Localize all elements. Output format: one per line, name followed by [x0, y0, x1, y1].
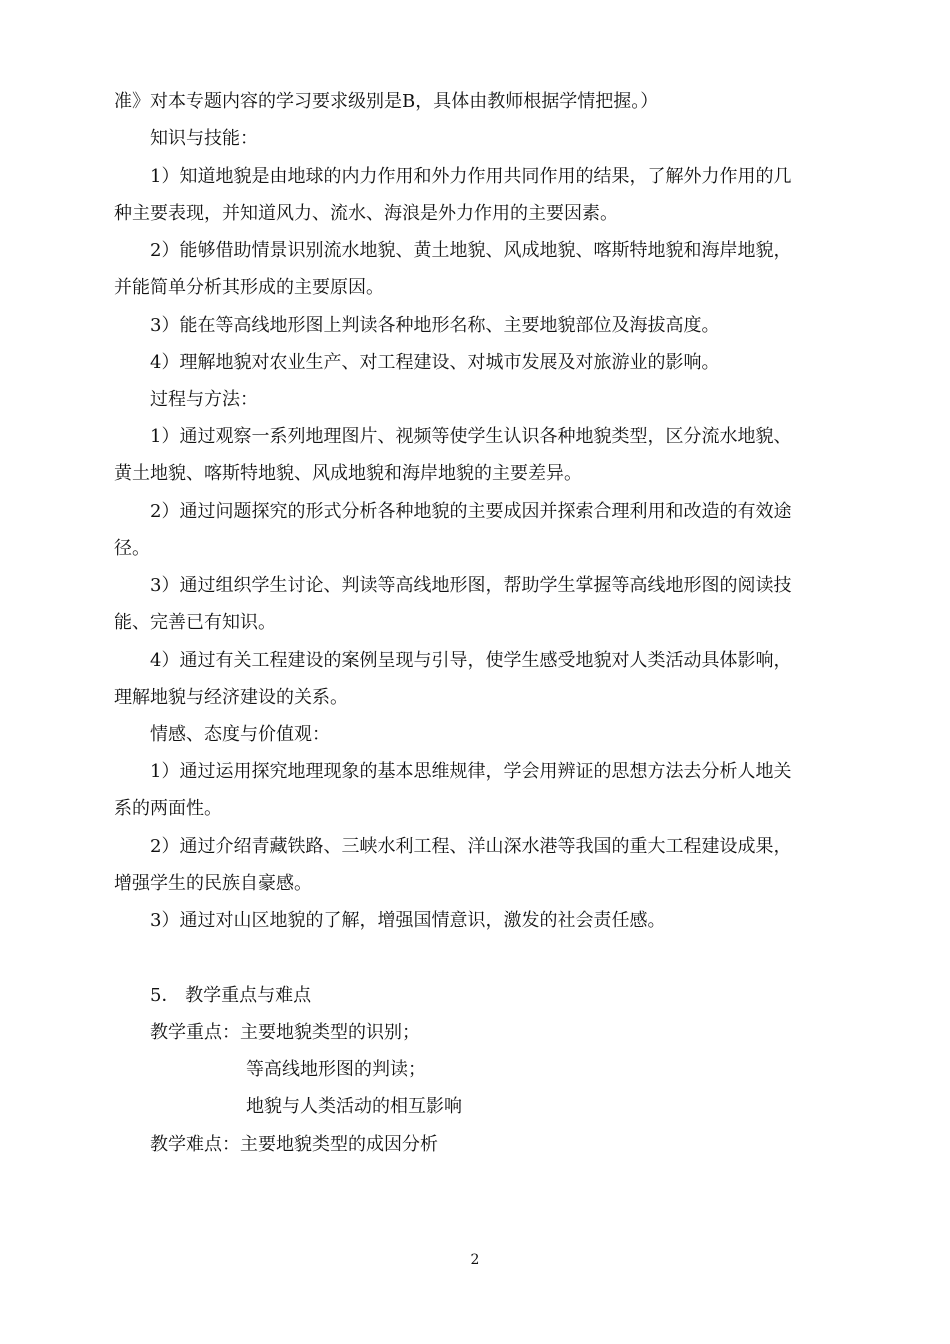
section-heading-knowledge-skills: 知识与技能： [150, 128, 258, 149]
text-line: 地貌与人类活动的相互影响 [246, 1096, 462, 1117]
text-line: 增强学生的民族自豪感。 [114, 873, 312, 894]
text-line: 3）通过对山区地貌的了解，增强国情意识，激发的社会责任感。 [150, 910, 666, 931]
text-line: 2）通过介绍青藏铁路、三峡水利工程、洋山深水港等我国的重大工程建设成果， [150, 836, 792, 857]
page-number: 2 [470, 1252, 480, 1268]
text-line: 系的两面性。 [114, 798, 222, 819]
text-line: 种主要表现，并知道风力、流水、海浪是外力作用的主要因素。 [114, 203, 618, 224]
text-line: 准》对本专题内容的学习要求级别是B，具体由教师根据学情把握。） [114, 91, 659, 112]
text-line: 2）通过问题探究的形式分析各种地貌的主要成因并探索合理利用和改造的有效途 [150, 501, 792, 522]
text-line: 3）能在等高线地形图上判读各种地形名称、主要地貌部位及海拔高度。 [150, 315, 720, 336]
section-heading-key-points: 5． 教学重点与难点 [150, 985, 312, 1006]
text-line: 教学重点：主要地貌类型的识别； [150, 1022, 420, 1043]
text-line: 能、完善已有知识。 [114, 612, 276, 633]
text-line: 1）知道地貌是由地球的内力作用和外力作用共同作用的结果，了解外力作用的几 [150, 166, 792, 187]
section-heading-emotions-values: 情感、态度与价值观： [150, 724, 330, 745]
text-line: 黄土地貌、喀斯特地貌、风成地貌和海岸地貌的主要差异。 [114, 463, 582, 484]
text-line: 等高线地形图的判读； [246, 1059, 426, 1080]
text-line: 1）通过观察一系列地理图片、视频等使学生认识各种地貌类型，区分流水地貌、 [150, 426, 792, 447]
text-line: 3）通过组织学生讨论、判读等高线地形图，帮助学生掌握等高线地形图的阅读技 [150, 575, 792, 596]
text-line: 教学难点：主要地貌类型的成因分析 [150, 1134, 438, 1155]
text-line: 2）能够借助情景识别流水地貌、黄土地貌、风成地貌、喀斯特地貌和海岸地貌， [150, 240, 792, 261]
section-heading-process-methods: 过程与方法： [150, 389, 258, 410]
text-line: 径。 [114, 538, 150, 559]
text-line: 1）通过运用探究地理现象的基本思维规律，学会用辨证的思想方法去分析人地关 [150, 761, 792, 782]
text-line: 4）通过有关工程建设的案例呈现与引导，使学生感受地貌对人类活动具体影响， [150, 650, 792, 671]
text-line: 并能简单分析其形成的主要原因。 [114, 277, 384, 298]
text-line: 理解地貌与经济建设的关系。 [114, 687, 348, 708]
text-line: 4）理解地貌对农业生产、对工程建设、对城市发展及对旅游业的影响。 [150, 352, 720, 373]
